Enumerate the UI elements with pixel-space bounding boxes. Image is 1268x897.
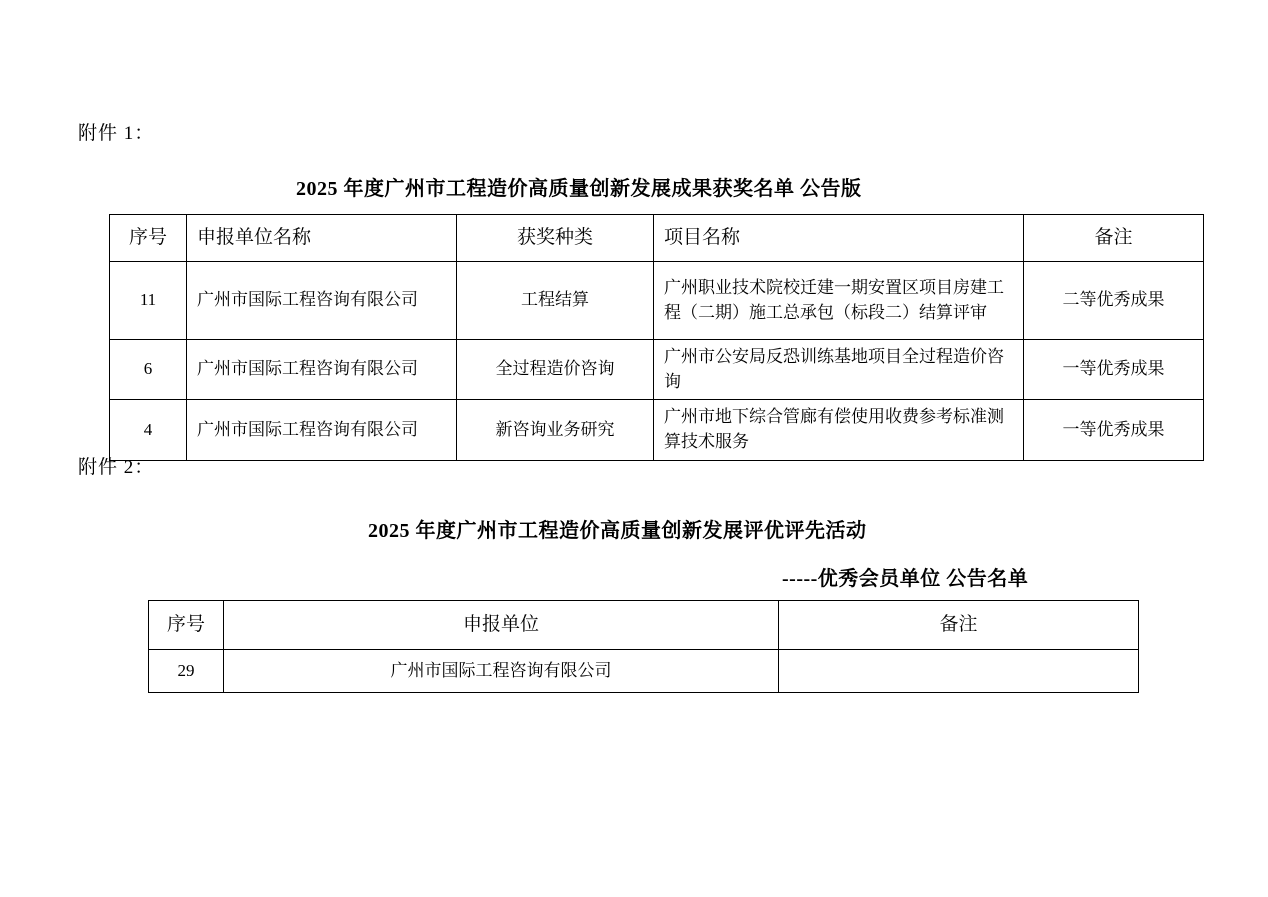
section-2-title-line-2: -----优秀会员单位 公告名单 <box>782 568 1029 590</box>
column-header-kind: 获奖种类 <box>457 215 654 262</box>
attachment-1-label: 附件 1： <box>78 123 155 144</box>
cell-note: 一等优秀成果 <box>1024 400 1204 460</box>
cell-unit: 广州市国际工程咨询有限公司 <box>187 400 457 460</box>
cell-seq: 11 <box>110 262 187 340</box>
cell-unit: 广州市国际工程咨询有限公司 <box>224 650 779 693</box>
cell-kind: 工程结算 <box>457 262 654 340</box>
table-row <box>110 262 1204 340</box>
cell-project: 广州市公安局反恐训练基地项目全过程造价咨询 <box>654 340 1024 400</box>
column-header-note: 备注 <box>1024 215 1204 262</box>
cell-unit: 广州市国际工程咨询有限公司 <box>187 262 457 340</box>
cell-note: 二等优秀成果 <box>1024 262 1204 340</box>
column-header-unit: 申报单位名称 <box>187 215 457 262</box>
cell-note: 一等优秀成果 <box>1024 340 1204 400</box>
column-header-seq: 序号 <box>110 215 187 262</box>
cell-unit: 广州市国际工程咨询有限公司 <box>187 340 457 400</box>
column-header-seq: 序号 <box>149 601 224 650</box>
cell-kind: 全过程造价咨询 <box>457 340 654 400</box>
cell-seq: 6 <box>110 340 187 400</box>
cell-seq: 29 <box>149 650 224 693</box>
column-header-note: 备注 <box>779 601 1139 650</box>
cell-note <box>779 650 1139 693</box>
table-header-row <box>149 601 1139 650</box>
cell-project: 广州市地下综合管廊有偿使用收费参考标准测算技术服务 <box>654 400 1024 460</box>
section-1-title: 2025 年度广州市工程造价高质量创新发展成果获奖名单 公告版 <box>296 178 862 200</box>
member-unit-table <box>148 600 1139 693</box>
column-header-project: 项目名称 <box>654 215 1024 262</box>
table-header-row <box>110 215 1204 262</box>
table-row <box>149 650 1139 693</box>
cell-project: 广州职业技术院校迁建一期安置区项目房建工程（二期）施工总承包（标段二）结算评审 <box>654 262 1024 340</box>
attachment-2-label: 附件 2： <box>78 457 155 478</box>
table-row <box>110 340 1204 400</box>
table-row <box>110 400 1204 460</box>
column-header-unit: 申报单位 <box>224 601 779 650</box>
cell-kind: 新咨询业务研究 <box>457 400 654 460</box>
cell-seq: 4 <box>110 400 187 460</box>
award-list-table <box>109 214 1204 461</box>
section-2-title-line-1: 2025 年度广州市工程造价高质量创新发展评优评先活动 <box>368 520 867 542</box>
